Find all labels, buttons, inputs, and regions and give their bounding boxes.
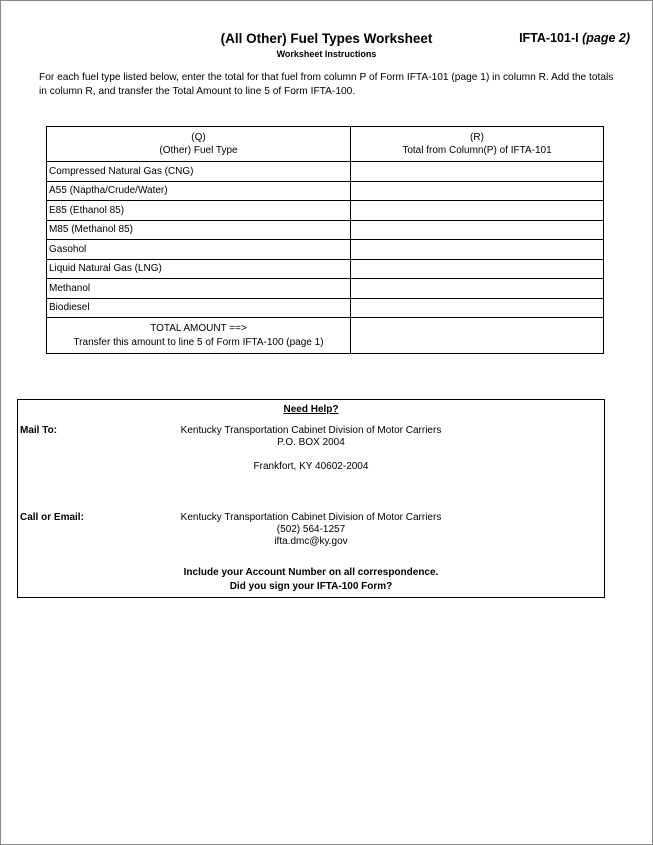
total-row <box>47 318 604 354</box>
total-amount-cell[interactable] <box>351 318 604 354</box>
table-row <box>47 240 604 260</box>
contact-line1: Kentucky Transportation Cabinet Division of Motor Carriers <box>180 512 442 523</box>
column-q-label: (Other) Fuel Type <box>159 145 238 156</box>
fuel-type-cell: A55 (Naptha/Crude/Water) <box>47 181 351 201</box>
help-heading: Need Help? <box>283 404 339 415</box>
table-row <box>47 181 604 201</box>
mail-to-label: Mail To: <box>20 425 58 436</box>
page-title: (All Other) Fuel Types Worksheet <box>220 31 433 46</box>
fuel-total-cell[interactable] <box>351 181 604 201</box>
table-row <box>47 220 604 240</box>
total-label: TOTAL AMOUNT ==> <box>150 322 247 334</box>
mail-address-line3: Frankfort, KY 40602-2004 <box>253 461 369 472</box>
fuel-type-cell: E85 (Ethanol 85) <box>47 201 351 221</box>
fuel-total-cell[interactable] <box>351 201 604 221</box>
account-number-note: Include your Account Number on all correspondence. <box>183 567 439 578</box>
fuel-types-table <box>46 126 604 354</box>
fuel-total-cell[interactable] <box>351 220 604 240</box>
fuel-total-cell[interactable] <box>351 259 604 279</box>
fuel-type-cell: Liquid Natural Gas (LNG) <box>47 259 351 279</box>
table-row <box>47 279 604 299</box>
form-id <box>519 31 630 45</box>
total-transfer-note: Transfer this amount to line 5 of Form IFTA-100 (page 1) <box>73 336 324 348</box>
fuel-type-cell: Gasohol <box>47 240 351 260</box>
fuel-total-cell[interactable] <box>351 240 604 260</box>
call-email-label: Call or Email: <box>20 512 84 523</box>
contact-phone: (502) 564-1257 <box>276 524 346 535</box>
table-header-row <box>47 127 604 162</box>
fuel-type-cell: Compressed Natural Gas (CNG) <box>47 162 351 182</box>
fuel-type-cell: Biodiesel <box>47 298 351 318</box>
table-row <box>47 298 604 318</box>
contact-email: ifta.dmc@ky.gov <box>274 536 348 547</box>
help-box <box>17 399 605 598</box>
fuel-total-cell[interactable] <box>351 162 604 182</box>
form-number: IFTA-101-I <box>519 31 579 45</box>
column-q-header <box>47 127 351 162</box>
table-row <box>47 201 604 221</box>
total-label-cell <box>47 318 351 354</box>
table-row <box>47 162 604 182</box>
mail-address-line2: P.O. BOX 2004 <box>277 437 345 448</box>
fuel-type-cell: M85 (Methanol 85) <box>47 220 351 240</box>
mail-address-line1: Kentucky Transportation Cabinet Division of Motor Carriers <box>180 425 442 436</box>
fuel-total-cell[interactable] <box>351 298 604 318</box>
column-r-code: (R) <box>470 132 484 143</box>
fuel-type-cell: Methanol <box>47 279 351 299</box>
instructions-text: For each fuel type listed below, enter the total for that fuel from column P of Form IFTA-101 (page 1) in column R. Add the totals in column R, and transfer the Total Amount to line 5 of Form IFTA-100. <box>39 72 614 97</box>
form-page: (page 2) <box>582 31 630 45</box>
table-row <box>47 259 604 279</box>
page-subtitle: Worksheet Instructions <box>276 49 377 59</box>
column-r-header <box>351 127 604 162</box>
signature-reminder: Did you sign your IFTA-100 Form? <box>229 581 393 592</box>
column-q-code: (Q) <box>191 132 206 143</box>
column-r-label: Total from Column(P) of IFTA-101 <box>402 145 552 156</box>
fuel-total-cell[interactable] <box>351 279 604 299</box>
